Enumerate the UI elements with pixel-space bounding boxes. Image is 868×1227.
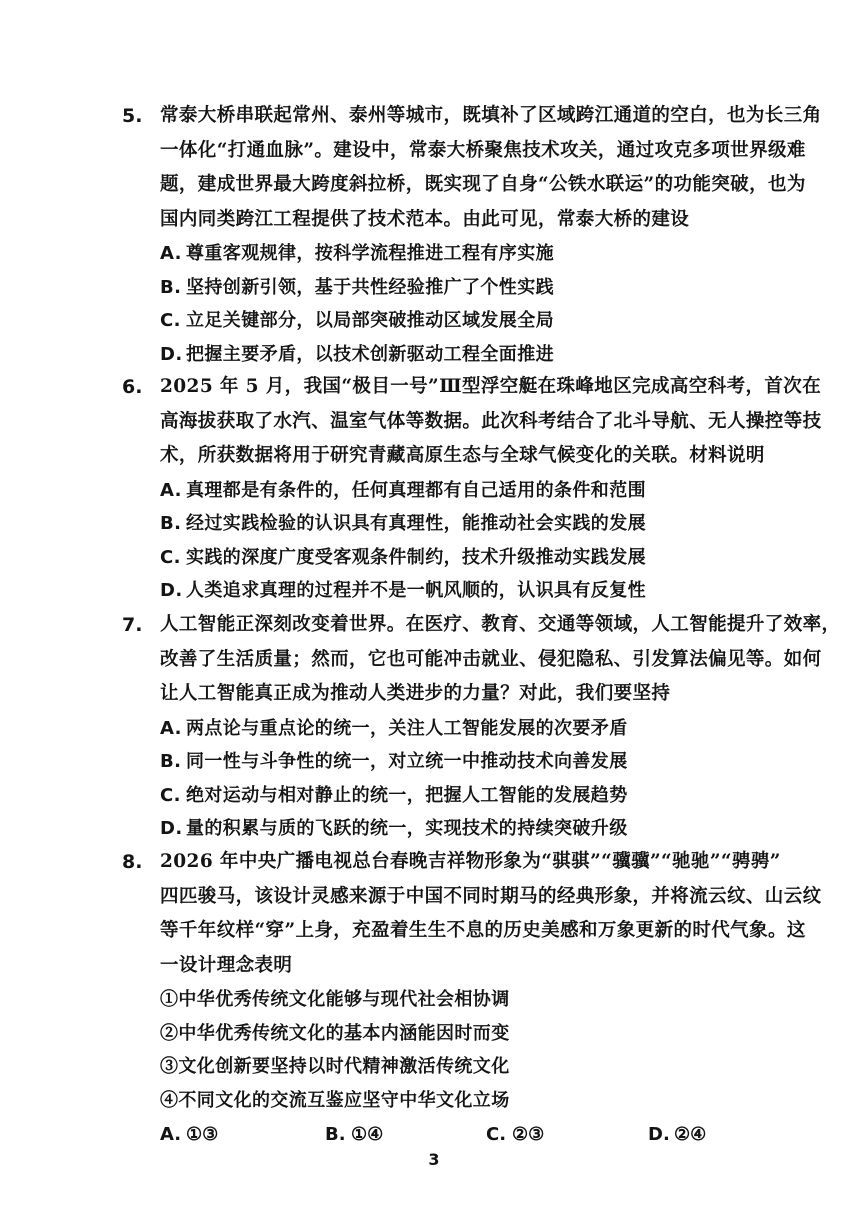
stem-line: 人工智能正深刻改变着世界。在医疗、教育、交通等领域，人工智能提升了效率， bbox=[160, 614, 841, 635]
question-number: 5. bbox=[122, 105, 143, 127]
option-letter: D. bbox=[160, 343, 183, 365]
option-b bbox=[160, 271, 822, 305]
option-d bbox=[160, 812, 822, 846]
stem-line: 让人工智能真正成为推动人类进步的力量？对此，我们要坚持 bbox=[160, 683, 671, 704]
option-letter: A. bbox=[160, 717, 182, 739]
stem-line: 国内同类跨江工程提供了技术范本。由此可见，常泰大桥的建设 bbox=[160, 208, 690, 230]
option-letter: D. bbox=[160, 580, 183, 601]
choice-c bbox=[486, 1117, 544, 1153]
option-b bbox=[160, 507, 822, 541]
question-number: 6. bbox=[122, 376, 143, 398]
option-a bbox=[160, 712, 822, 746]
question-6 bbox=[122, 370, 822, 608]
question-stem bbox=[160, 370, 822, 474]
page-number: 3 bbox=[428, 1150, 440, 1169]
question-stem bbox=[160, 845, 822, 983]
choice-d bbox=[648, 1117, 706, 1153]
option-letter: B. bbox=[160, 276, 182, 298]
option-d bbox=[160, 574, 822, 608]
stem-line: 2025 年 5 月，我国“极目一号”Ⅲ型浮空艇在珠峰地区完成高空科考，首次在 bbox=[160, 376, 822, 397]
option-text: 两点论与重点论的统一，关注人工智能发展的次要矛盾 bbox=[186, 717, 628, 739]
option-letter: B. bbox=[160, 751, 182, 772]
statement-4: ④不同文化的交流互鉴应坚守中华文化立场 bbox=[160, 1089, 510, 1111]
option-letter: C. bbox=[160, 546, 181, 568]
option-text: 实践的深度广度受客观条件制约，技术升级推动实践发展 bbox=[186, 546, 646, 568]
question-5 bbox=[122, 99, 822, 371]
option-text: 真理都是有条件的，任何真理都有自己适用的条件和范围 bbox=[186, 479, 646, 501]
option-text: 立足关键部分，以局部突破推动区域发展全局 bbox=[186, 310, 554, 331]
option-b bbox=[160, 745, 822, 779]
option-text: ②④ bbox=[674, 1124, 707, 1145]
stem-line: 等千年纹样“穿”上身，充盈着生生不息的历史美感和万象更新的时代气象。这 bbox=[160, 920, 806, 941]
option-letter: D. bbox=[648, 1124, 670, 1145]
stem-line: 一设计理念表明 bbox=[160, 954, 293, 976]
option-c bbox=[160, 541, 822, 575]
option-text: ①④ bbox=[351, 1124, 384, 1145]
stem-line: 高海拔获取了水汽、温室气体等数据。此次科考结合了北斗导航、无人操控等技 bbox=[160, 410, 822, 432]
stem-line: 四匹骏马，该设计灵感来源于中国不同时期马的经典形象，并将流云纹、山云纹 bbox=[160, 885, 822, 907]
option-letter: C. bbox=[160, 784, 181, 806]
option-text: ②③ bbox=[512, 1124, 545, 1145]
option-letter: C. bbox=[486, 1124, 507, 1145]
statement-1: ①中华优秀传统文化能够与现代社会相协调 bbox=[160, 989, 510, 1010]
choice-a bbox=[160, 1117, 218, 1153]
stem-line: 题，建成世界最大跨度斜拉桥，既实现了自身“公铁水联运”的功能突破，也为 bbox=[160, 174, 806, 195]
option-text: 把握主要矛盾，以技术创新驱动工程全面推进 bbox=[186, 343, 554, 365]
question-8 bbox=[122, 845, 822, 1153]
option-a bbox=[160, 237, 822, 271]
question-number: 8. bbox=[122, 851, 143, 873]
option-text: 同一性与斗争性的统一，对立统一中推动技术向善发展 bbox=[186, 751, 628, 772]
question-7 bbox=[122, 608, 841, 846]
option-letter: C. bbox=[160, 310, 181, 331]
option-c bbox=[160, 779, 822, 813]
question-stem bbox=[160, 99, 822, 237]
option-a bbox=[160, 474, 822, 508]
option-text: 人类追求真理的过程并不是一帆风顺的，认识具有反复性 bbox=[186, 580, 646, 601]
choice-b bbox=[325, 1117, 383, 1153]
option-text: 坚持创新引领，基于共性经验推广了个性实践 bbox=[186, 276, 554, 298]
option-text: 绝对运动与相对静止的统一，把握人工智能的发展趋势 bbox=[186, 784, 628, 806]
option-letter: A. bbox=[160, 479, 182, 501]
question-stem bbox=[160, 608, 841, 712]
stem-line: 术，所获数据将用于研究青藏高原生态与全球气候变化的关联。材料说明 bbox=[160, 445, 765, 466]
stem-line: 2026 年中央广播电视总台春晚吉祥物形象为“骐骐”“骥骥”“驰驰”“骋骋” bbox=[160, 851, 781, 872]
question-number: 7. bbox=[122, 614, 143, 636]
option-letter: B. bbox=[325, 1124, 346, 1145]
option-letter: A. bbox=[160, 243, 182, 264]
option-text: 尊重客观规律，按科学流程推进工程有序实施 bbox=[186, 243, 554, 264]
answer-choices bbox=[160, 1117, 822, 1153]
option-letter: B. bbox=[160, 513, 182, 534]
option-c bbox=[160, 304, 822, 338]
statement-2: ②中华优秀传统文化的基本内涵能因时而变 bbox=[160, 1022, 510, 1044]
option-letter: A. bbox=[160, 1124, 182, 1145]
stem-line: 常泰大桥串联起常州、泰州等城市，既填补了区域跨江通道的空白，也为长三角 bbox=[160, 105, 822, 126]
option-text: ①③ bbox=[186, 1124, 219, 1145]
option-letter: D. bbox=[160, 818, 183, 839]
option-text: 经过实践检验的认识具有真理性，能推动社会实践的发展 bbox=[186, 513, 646, 534]
statement-3: ③文化创新要坚持以时代精神激活传统文化 bbox=[160, 1056, 510, 1077]
option-d bbox=[160, 338, 822, 372]
option-text: 量的积累与质的飞跃的统一，实现技术的持续突破升级 bbox=[186, 818, 628, 839]
stem-line: 改善了生活质量；然而，它也可能冲击就业、侵犯隐私、引发算法偏见等。如何 bbox=[160, 648, 822, 670]
stem-line: 一体化“打通血脉”。建设中，常泰大桥聚焦技术攻关，通过攻克多项世界级难 bbox=[160, 139, 806, 161]
